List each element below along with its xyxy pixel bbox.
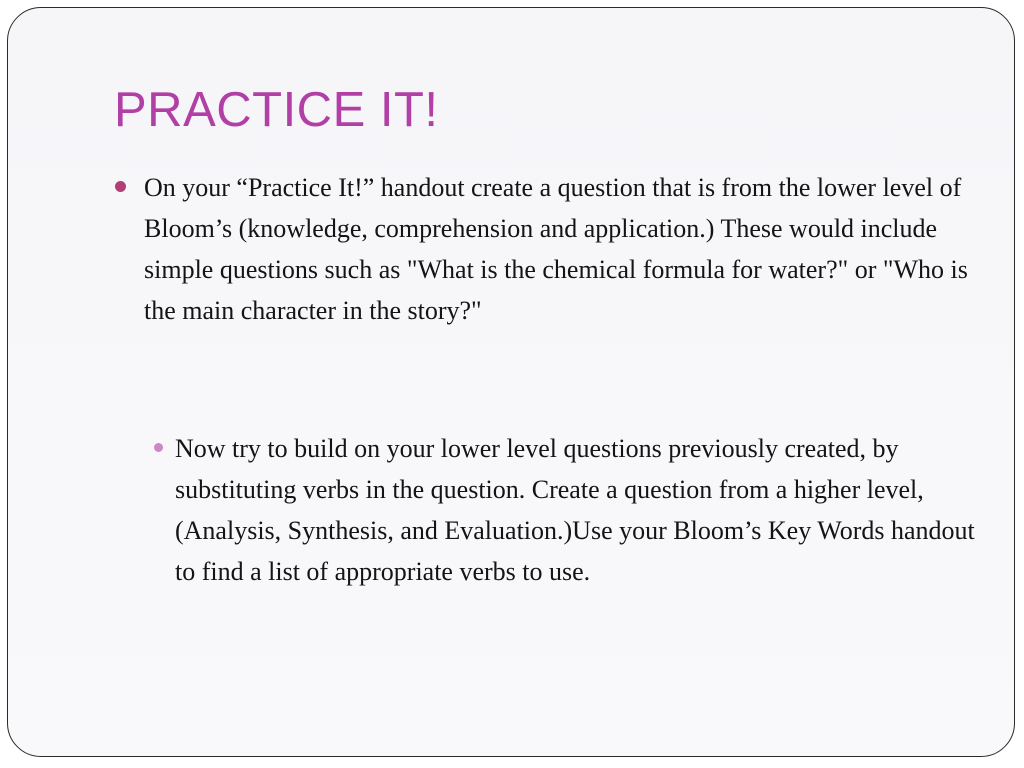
bullet-text-level1: On your “Practice It!” handout create a question that is from the lower level of Bloom’s (knowledge, comprehension and application.) These would include simple questions such as "What is the chemical formula for water?" or "Who is the main character in the story?" [144, 173, 968, 325]
bullet-text-level2: Now try to build on your lower level questions previously created, by substituting verbs in the question. Create a question from a higher level, (Analysis, Synthesis, and Evaluation.)Use your Bloom’s Key Words handout to find a list of appropriate verbs to use. [175, 434, 975, 586]
bullet-marker-level1 [115, 181, 126, 192]
slide-title: PRACTICE IT! [114, 83, 439, 137]
bullet-marker-level2 [154, 443, 163, 452]
